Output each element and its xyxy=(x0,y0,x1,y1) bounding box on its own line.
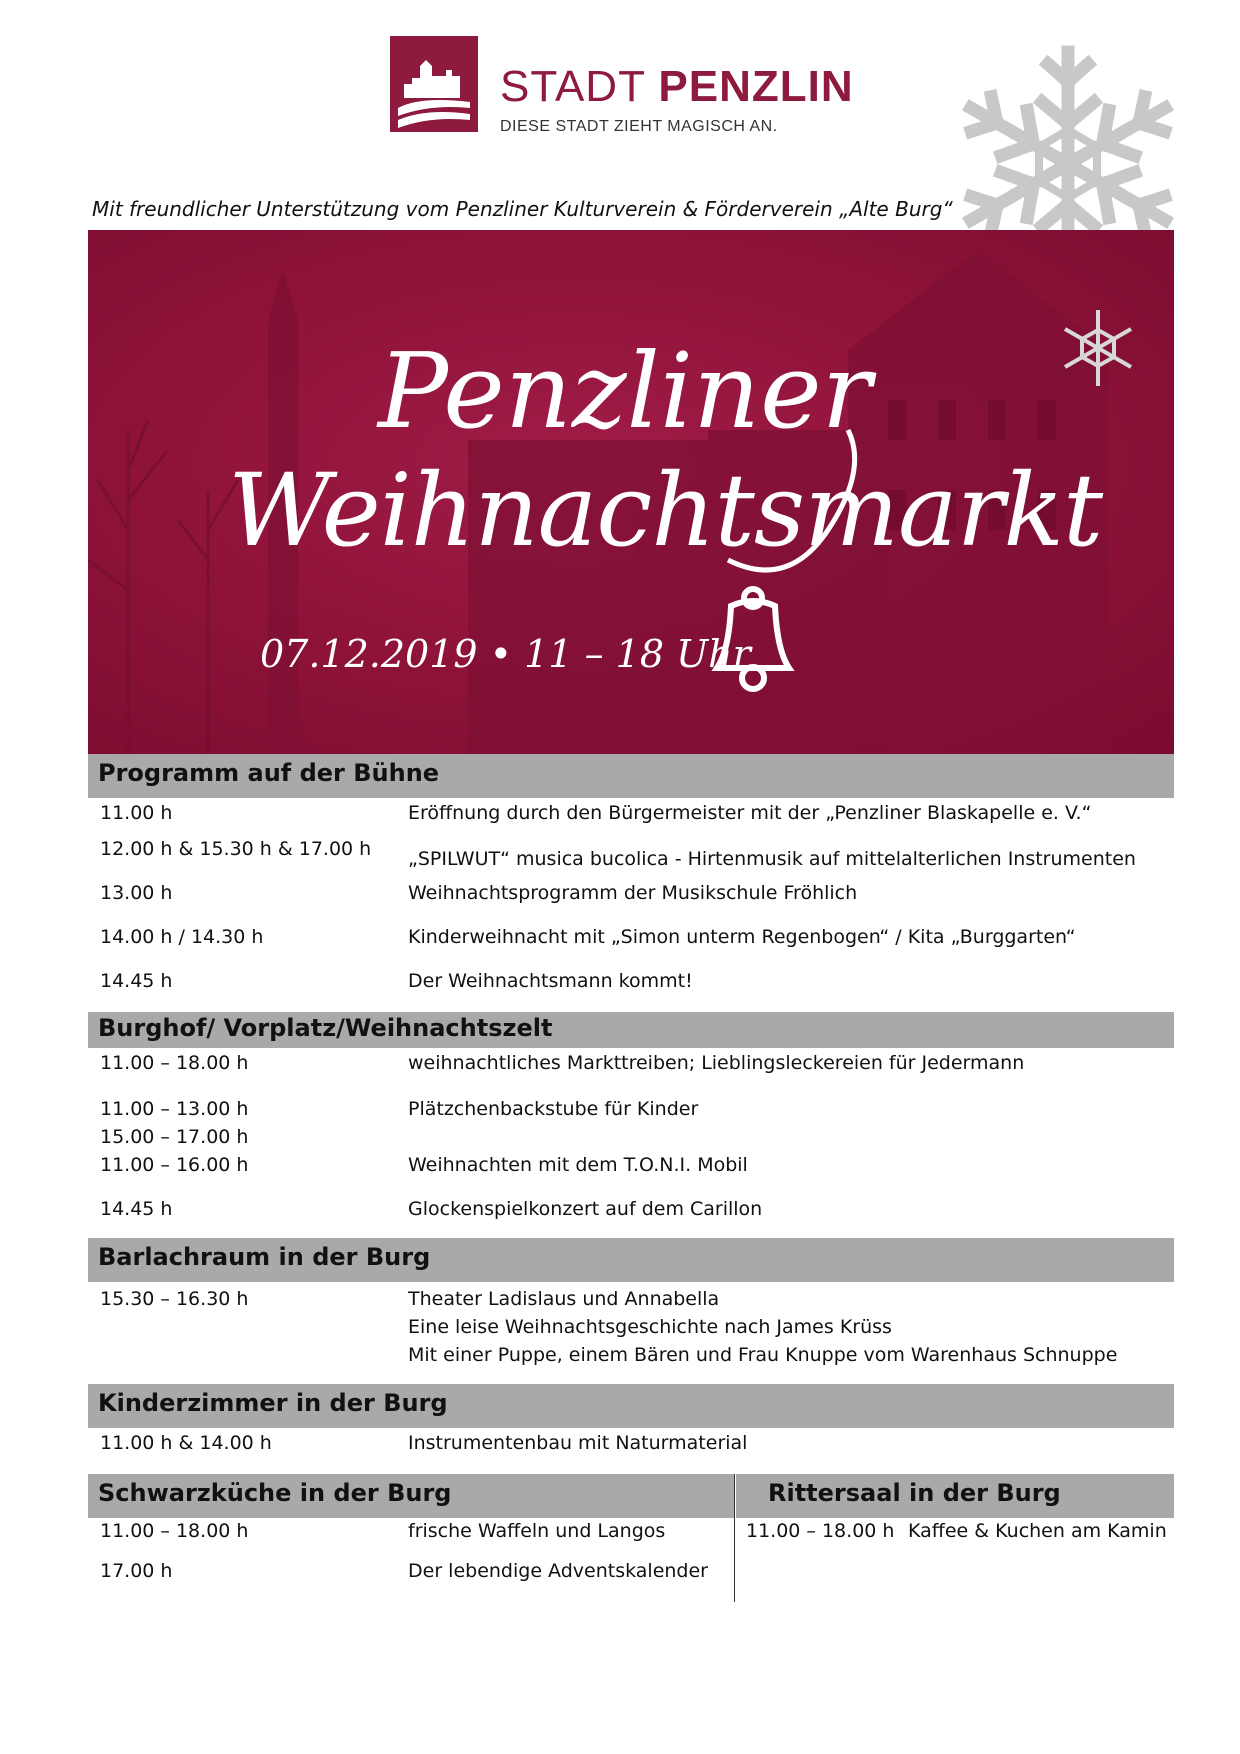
row-desc: Eröffnung durch den Bürgermeister mit der „Penzliner Blaskapelle e. V.“ xyxy=(408,802,1092,824)
row-time: 11.00 – 18.00 h xyxy=(100,1052,249,1074)
column-divider xyxy=(734,1474,735,1602)
row-desc: „SPILWUT“ musica bucolica - Hirtenmusik auf mittelalterlichen Instrumenten xyxy=(408,848,1136,870)
event-banner xyxy=(88,230,1174,754)
section-title: Kinderzimmer in der Burg xyxy=(98,1389,448,1417)
section-header-burghof xyxy=(88,1012,1174,1048)
section-header-buehne xyxy=(88,754,1174,798)
city-logo xyxy=(390,36,478,132)
row-time: 11.00 h xyxy=(100,802,173,824)
row-desc: Weihnachtsprogramm der Musikschule Fröhlich xyxy=(408,882,858,904)
event-date: 07.12.2019 • 11 – 18 Uhr xyxy=(260,632,751,676)
event-title-line1: Penzliner xyxy=(378,330,872,452)
row-time: 11.00 – 16.00 h xyxy=(100,1154,249,1176)
row-desc: Glockenspielkonzert auf dem Carillon xyxy=(408,1198,763,1220)
section-header-schwarzkueche xyxy=(88,1474,734,1518)
org-name-prefix: STADT xyxy=(500,62,659,111)
row-desc: Mit einer Puppe, einem Bären und Frau Knuppe vom Warenhaus Schnuppe xyxy=(408,1344,1118,1366)
castle-logo-icon xyxy=(390,36,478,132)
row-time: 17.00 h xyxy=(100,1560,173,1582)
row-desc: Instrumentenbau mit Naturmaterial xyxy=(408,1432,748,1454)
row-time: 11.00 – 13.00 h xyxy=(100,1098,249,1120)
row-desc: Weihnachten mit dem T.O.N.I. Mobil xyxy=(408,1154,748,1176)
row-time: 14.45 h xyxy=(100,1198,173,1220)
support-line: Mit freundlicher Unterstützung vom Penzliner Kulturverein & Förderverein „Alte Burg“ xyxy=(92,197,953,221)
row-desc: Der lebendige Adventskalender xyxy=(408,1560,708,1582)
section-header-rittersaal xyxy=(736,1474,1174,1518)
row-desc: Theater Ladislaus und Annabella xyxy=(408,1288,720,1310)
row-time: 11.00 – 18.00 h xyxy=(746,1520,895,1542)
section-title: Schwarzküche in der Burg xyxy=(98,1479,452,1507)
section-header-kinderzimmer xyxy=(88,1384,1174,1428)
row-desc: weihnachtliches Markttreiben; Lieblingsleckereien für Jedermann xyxy=(408,1052,1025,1074)
org-name xyxy=(500,62,854,112)
row-time: 15.30 – 16.30 h xyxy=(100,1288,249,1310)
section-header-barlach xyxy=(88,1238,1174,1282)
row-time: 15.00 – 17.00 h xyxy=(100,1126,249,1148)
row-desc: Plätzchenbackstube für Kinder xyxy=(408,1098,699,1120)
org-slogan: DIESE STADT ZIEHT MAGISCH AN. xyxy=(500,118,778,135)
row-desc: frische Waffeln und Langos xyxy=(408,1520,666,1542)
row-time: 11.00 h & 14.00 h xyxy=(100,1432,272,1454)
event-title-line2: Weihnachtsmarkt xyxy=(228,452,1103,569)
row-time: 13.00 h xyxy=(100,882,173,904)
section-title: Rittersaal in der Burg xyxy=(768,1479,1061,1507)
row-time: 11.00 – 18.00 h xyxy=(100,1520,249,1542)
section-title: Programm auf der Bühne xyxy=(98,759,440,787)
row-desc: Kinderweihnacht mit „Simon unterm Regenbogen“ / Kita „Burggarten“ xyxy=(408,926,1076,948)
row-desc: Eine leise Weihnachtsgeschichte nach James Krüss xyxy=(408,1316,892,1338)
row-desc: Kaffee & Kuchen am Kamin xyxy=(908,1520,1167,1542)
row-time: 14.45 h xyxy=(100,970,173,992)
row-time: 14.00 h / 14.30 h xyxy=(100,926,264,948)
section-title: Barlachraum in der Burg xyxy=(98,1243,431,1271)
row-desc: Der Weihnachtsmann kommt! xyxy=(408,970,693,992)
section-title: Burghof/ Vorplatz/Weihnachtszelt xyxy=(98,1014,553,1042)
row-time: 12.00 h & 15.30 h & 17.00 h xyxy=(100,838,372,860)
org-name-main: PENZLIN xyxy=(658,62,854,111)
